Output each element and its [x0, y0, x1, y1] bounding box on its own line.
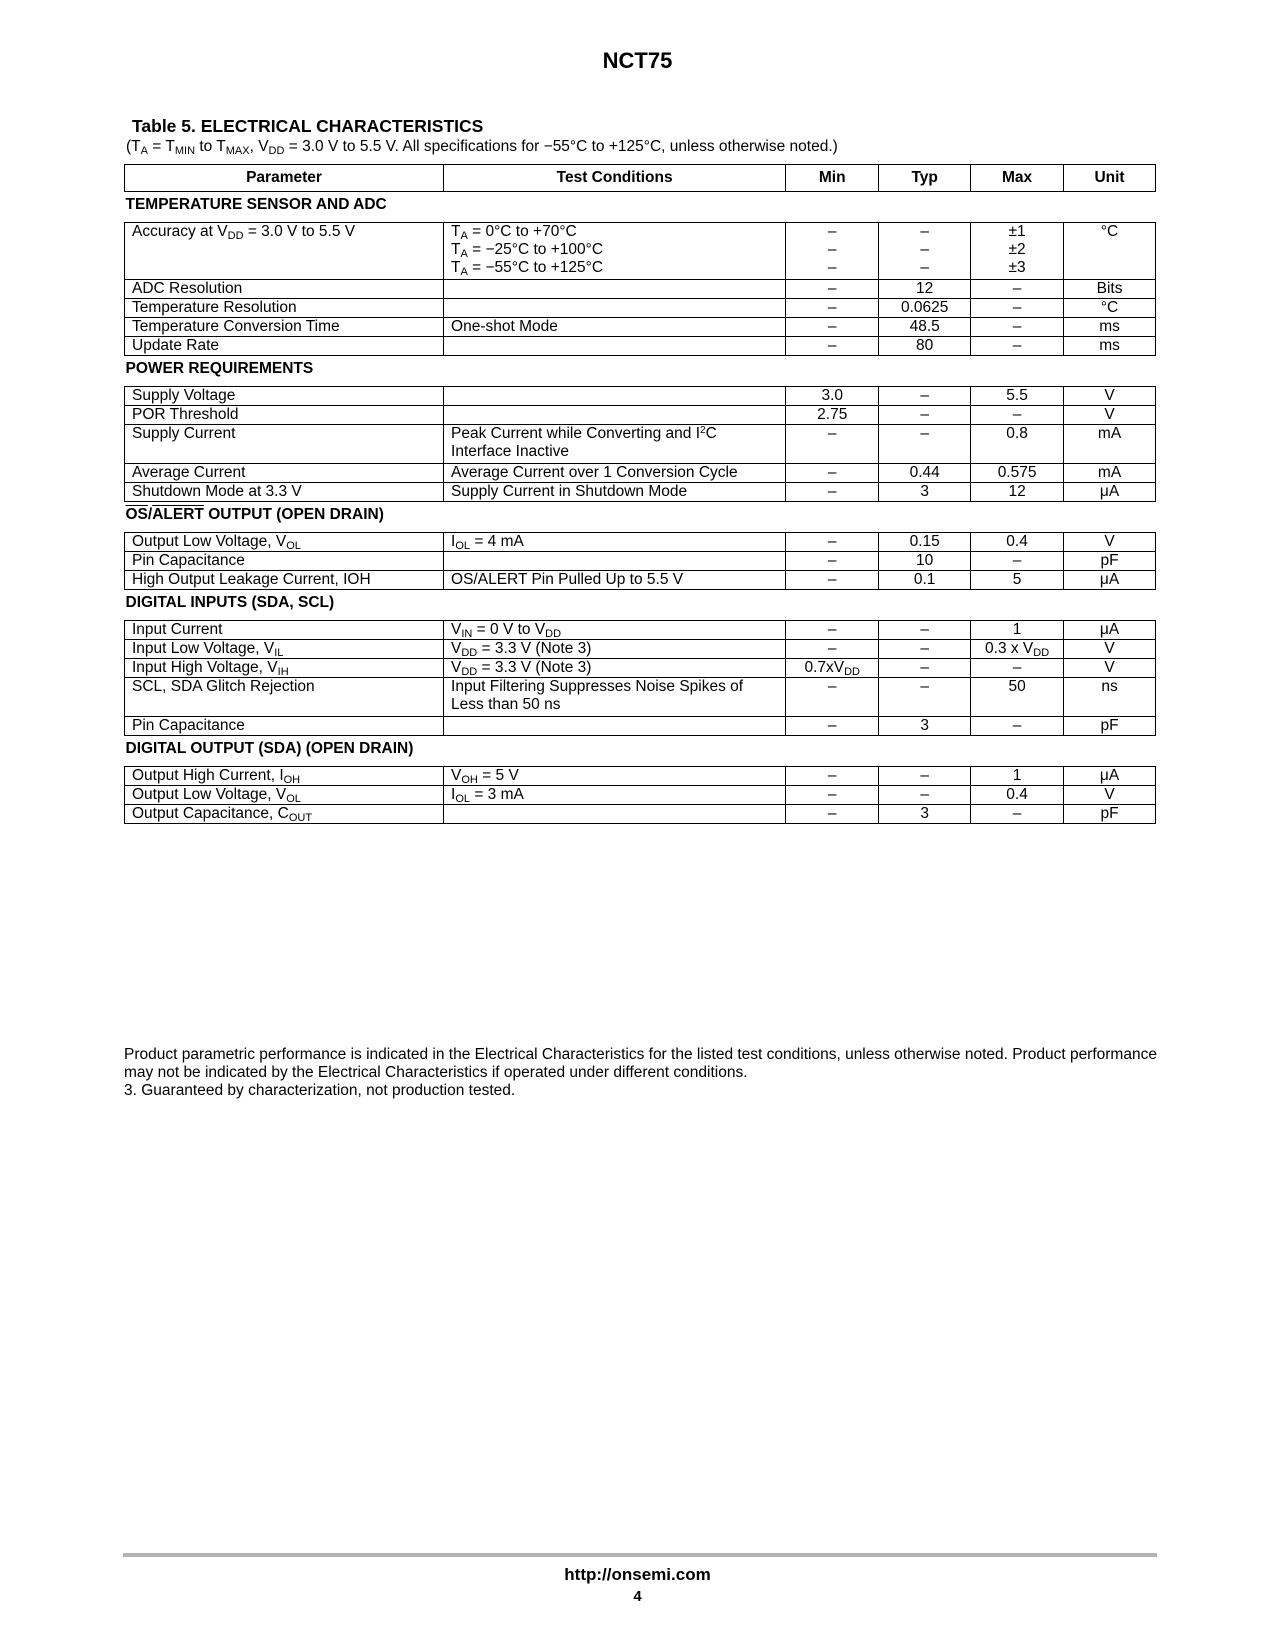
typ-value: –: [879, 425, 971, 464]
table-row: [125, 425, 1156, 464]
param-leakage-current: High Output Leakage Current, IOH: [125, 571, 444, 590]
table-row: [125, 805, 1156, 824]
param-conversion-time: Temperature Conversion Time: [125, 318, 444, 337]
param-pin-capacitance: Pin Capacitance: [125, 552, 444, 571]
param-supply-voltage: Supply Voltage: [125, 387, 444, 406]
max-value: 0.4: [971, 533, 1064, 552]
min-value: –: [786, 533, 879, 552]
min-value: –: [786, 767, 879, 786]
typ-value: 0.44: [879, 464, 971, 483]
section-temperature-sensor: TEMPERATURE SENSOR AND ADC: [125, 192, 1156, 223]
footer-divider: [123, 1553, 1157, 1557]
table-row: [125, 767, 1156, 786]
max-value: 1: [971, 621, 1064, 640]
cond-output-capacitance: [444, 805, 786, 824]
disclaimer-text: Product parametric performance is indicated in the Electrical Characteristics for the listed test conditions, unless otherwise noted. Product performance may not be indicated by the Electrical Characteristics if operated under different conditions.: [124, 1046, 1157, 1081]
unit-accuracy: °C: [1064, 223, 1156, 280]
section-digital-output: DIGITAL OUTPUT (SDA) (OPEN DRAIN): [125, 736, 1156, 767]
section-row: [125, 192, 1156, 223]
max-value: –: [971, 299, 1064, 318]
typ-value: 0.15: [879, 533, 971, 552]
header-max: Max: [971, 165, 1064, 192]
electrical-characteristics-table: [124, 164, 1156, 824]
min-value: –: [786, 717, 879, 736]
cond-adc-resolution: [444, 280, 786, 299]
max-value: –: [971, 659, 1064, 678]
param-output-low-voltage: Output Low Voltage, $V_{OL}$: [125, 533, 444, 552]
cond-por-threshold: [444, 406, 786, 425]
min-value: –: [786, 280, 879, 299]
param-pin-capacitance: Pin Capacitance: [125, 717, 444, 736]
typ-value: 80: [879, 337, 971, 356]
section-row: [125, 736, 1156, 767]
table-row: [125, 464, 1156, 483]
min-value: –: [786, 786, 879, 805]
unit-value: Bits: [1064, 280, 1156, 299]
cond-temperature-resolution: [444, 299, 786, 318]
table-row: [125, 318, 1156, 337]
param-output-capacitance: Output Capacitance, $C_{OUT}$: [125, 805, 444, 824]
min-accuracy: – – –: [786, 223, 879, 280]
min-value: –: [786, 678, 879, 717]
table-subtitle: ($T_A = T_{MIN}$ to $T_{MAX}$, $V_{DD} = 3.0$ V to 5.5 V. All specifications for −55°C to +125°C, unless otherwise noted.): [126, 138, 838, 157]
section-os-alert-output: $\overline{OS}$/ALERT OUTPUT (OPEN DRAIN): [125, 502, 1156, 533]
unit-value: μA: [1064, 483, 1156, 502]
max-value: 0.8: [971, 425, 1064, 464]
cond-accuracy-line: $T_A = 0^\circ C$ to +70°C: [451, 223, 577, 242]
min-value: –: [786, 805, 879, 824]
typ-value: 3: [879, 717, 971, 736]
unit-value: ms: [1064, 337, 1156, 356]
table-row: [125, 483, 1156, 502]
typ-value: 0.1: [879, 571, 971, 590]
min-value: $0.7xV_{DD}$: [786, 659, 879, 678]
table-row: [125, 717, 1156, 736]
table-row: [125, 223, 1156, 280]
cond-leakage-current: $\overline{OS}$/ALERT Pin Pulled Up to 5.5 V: [444, 571, 786, 590]
unit-value: pF: [1064, 552, 1156, 571]
cond-update-rate: [444, 337, 786, 356]
unit-value: μA: [1064, 621, 1156, 640]
max-value: 5.5: [971, 387, 1064, 406]
document-title: NCT75: [602, 48, 673, 73]
cond-supply-current: Peak Current while Converting and $I^2C$ Interface Inactive: [444, 425, 786, 464]
footer-url[interactable]: http://onsemi.com: [564, 1565, 711, 1584]
footnote-3: 3. Guaranteed by characterization, not production tested.: [124, 1082, 516, 1099]
max-value: –: [971, 280, 1064, 299]
table-row: [125, 786, 1156, 805]
header-parameter: Parameter: [125, 165, 444, 192]
min-value: 3.0: [786, 387, 879, 406]
param-glitch-rejection: SCL, SDA Glitch Rejection: [125, 678, 444, 717]
typ-value: 48.5: [879, 318, 971, 337]
param-accuracy: Accuracy at $V_{DD} = 3.0$ V to 5.5 V: [125, 223, 444, 280]
table-row: [125, 552, 1156, 571]
max-value: –: [971, 406, 1064, 425]
table-row: [125, 387, 1156, 406]
cond-output-high-current: $V_{OH} = 5$ V: [444, 767, 786, 786]
max-value: –: [971, 318, 1064, 337]
unit-value: V: [1064, 387, 1156, 406]
table-title: Table 5. ELECTRICAL CHARACTERISTICS: [132, 116, 484, 136]
unit-value: ns: [1064, 678, 1156, 717]
typ-value: –: [879, 621, 971, 640]
section-row: [125, 502, 1156, 533]
typ-value: –: [879, 786, 971, 805]
max-value: 0.3 x $V_{DD}$: [971, 640, 1064, 659]
param-adc-resolution: ADC Resolution: [125, 280, 444, 299]
cond-input-low-voltage: $V_{DD} = 3.3$ V (Note 3): [444, 640, 786, 659]
table-header-row: [125, 165, 1156, 192]
cond-glitch-rejection: Input Filtering Suppresses Noise Spikes of Less than 50 ns: [444, 678, 786, 717]
param-input-low-voltage: Input Low Voltage, $V_{IL}$: [125, 640, 444, 659]
table-row: [125, 640, 1156, 659]
cond-output-low-voltage-sda: $I_{OL} = 3$ mA: [444, 786, 786, 805]
header-conditions: Test Conditions: [444, 165, 786, 192]
typ-value: –: [879, 767, 971, 786]
typ-value: 0.0625: [879, 299, 971, 318]
unit-value: pF: [1064, 805, 1156, 824]
min-value: –: [786, 425, 879, 464]
max-value: –: [971, 717, 1064, 736]
max-value: –: [971, 337, 1064, 356]
typ-accuracy: – – –: [879, 223, 971, 280]
param-shutdown-mode: Shutdown Mode at 3.3 V: [125, 483, 444, 502]
unit-value: V: [1064, 406, 1156, 425]
param-por-threshold: POR Threshold: [125, 406, 444, 425]
section-power-requirements: POWER REQUIREMENTS: [125, 356, 1156, 387]
table-row: [125, 571, 1156, 590]
max-value: 0.575: [971, 464, 1064, 483]
param-input-high-voltage: Input High Voltage, $V_{IH}$: [125, 659, 444, 678]
cond-accuracy-line: $T_A = -25^\circ C$ to +100°C: [451, 241, 604, 260]
max-value: 1: [971, 767, 1064, 786]
max-value: 12: [971, 483, 1064, 502]
param-update-rate: Update Rate: [125, 337, 444, 356]
typ-value: 3: [879, 483, 971, 502]
section-row: [125, 356, 1156, 387]
cond-conversion-time: One-shot Mode: [444, 318, 786, 337]
unit-value: V: [1064, 533, 1156, 552]
min-value: –: [786, 571, 879, 590]
param-supply-current: Supply Current: [125, 425, 444, 464]
param-input-current: Input Current: [125, 621, 444, 640]
table-row: [125, 621, 1156, 640]
param-average-current: Average Current: [125, 464, 444, 483]
cond-accuracy-line: $T_A = -55^\circ C$ to +125°C: [451, 259, 604, 278]
max-value: 50: [971, 678, 1064, 717]
header-min: Min: [786, 165, 879, 192]
section-row: [125, 590, 1156, 621]
unit-value: °C: [1064, 299, 1156, 318]
table-row: [125, 280, 1156, 299]
min-value: –: [786, 318, 879, 337]
table-row: [125, 678, 1156, 717]
cond-output-low-voltage: $I_{OL} = 4$ mA: [444, 533, 786, 552]
cond-shutdown-mode: Supply Current in Shutdown Mode: [444, 483, 786, 502]
max-value: 0.4: [971, 786, 1064, 805]
min-value: –: [786, 483, 879, 502]
section-digital-inputs: DIGITAL INPUTS (SDA, SCL): [125, 590, 1156, 621]
cond-input-high-voltage: $V_{DD} = 3.3$ V (Note 3): [444, 659, 786, 678]
min-value: 2.75: [786, 406, 879, 425]
min-value: –: [786, 640, 879, 659]
table-row: [125, 533, 1156, 552]
typ-value: –: [879, 640, 971, 659]
param-temperature-resolution: Temperature Resolution: [125, 299, 444, 318]
unit-value: V: [1064, 640, 1156, 659]
min-value: –: [786, 464, 879, 483]
unit-value: μA: [1064, 571, 1156, 590]
unit-value: ms: [1064, 318, 1156, 337]
unit-value: V: [1064, 786, 1156, 805]
cond-input-current: $V_{IN} = 0$ V to $V_{DD}$: [444, 621, 786, 640]
header-typ: Typ: [879, 165, 971, 192]
cond-supply-voltage: [444, 387, 786, 406]
typ-value: –: [879, 406, 971, 425]
cond-average-current: Average Current over 1 Conversion Cycle: [444, 464, 786, 483]
unit-value: μA: [1064, 767, 1156, 786]
unit-value: pF: [1064, 717, 1156, 736]
typ-value: –: [879, 659, 971, 678]
table-row: [125, 406, 1156, 425]
cond-accuracy: [444, 223, 786, 280]
typ-value: 3: [879, 805, 971, 824]
min-value: –: [786, 337, 879, 356]
unit-value: mA: [1064, 464, 1156, 483]
page-number: 4: [633, 1588, 642, 1605]
table-notes: [124, 1046, 1164, 1100]
typ-value: 12: [879, 280, 971, 299]
max-value: –: [971, 552, 1064, 571]
max-value: 5: [971, 571, 1064, 590]
unit-value: V: [1064, 659, 1156, 678]
table-row: [125, 337, 1156, 356]
typ-value: –: [879, 678, 971, 717]
header-unit: Unit: [1064, 165, 1156, 192]
cond-pin-capacitance: [444, 717, 786, 736]
typ-value: –: [879, 387, 971, 406]
cond-pin-capacitance: [444, 552, 786, 571]
min-value: –: [786, 299, 879, 318]
param-output-high-current: Output High Current, $I_{OH}$: [125, 767, 444, 786]
max-accuracy: ±1 ±2 ±3: [971, 223, 1064, 280]
min-value: –: [786, 552, 879, 571]
table-row: [125, 659, 1156, 678]
max-value: –: [971, 805, 1064, 824]
unit-value: mA: [1064, 425, 1156, 464]
min-value: –: [786, 621, 879, 640]
table-row: [125, 299, 1156, 318]
typ-value: 10: [879, 552, 971, 571]
param-output-low-voltage-sda: Output Low Voltage, $V_{OL}$: [125, 786, 444, 805]
